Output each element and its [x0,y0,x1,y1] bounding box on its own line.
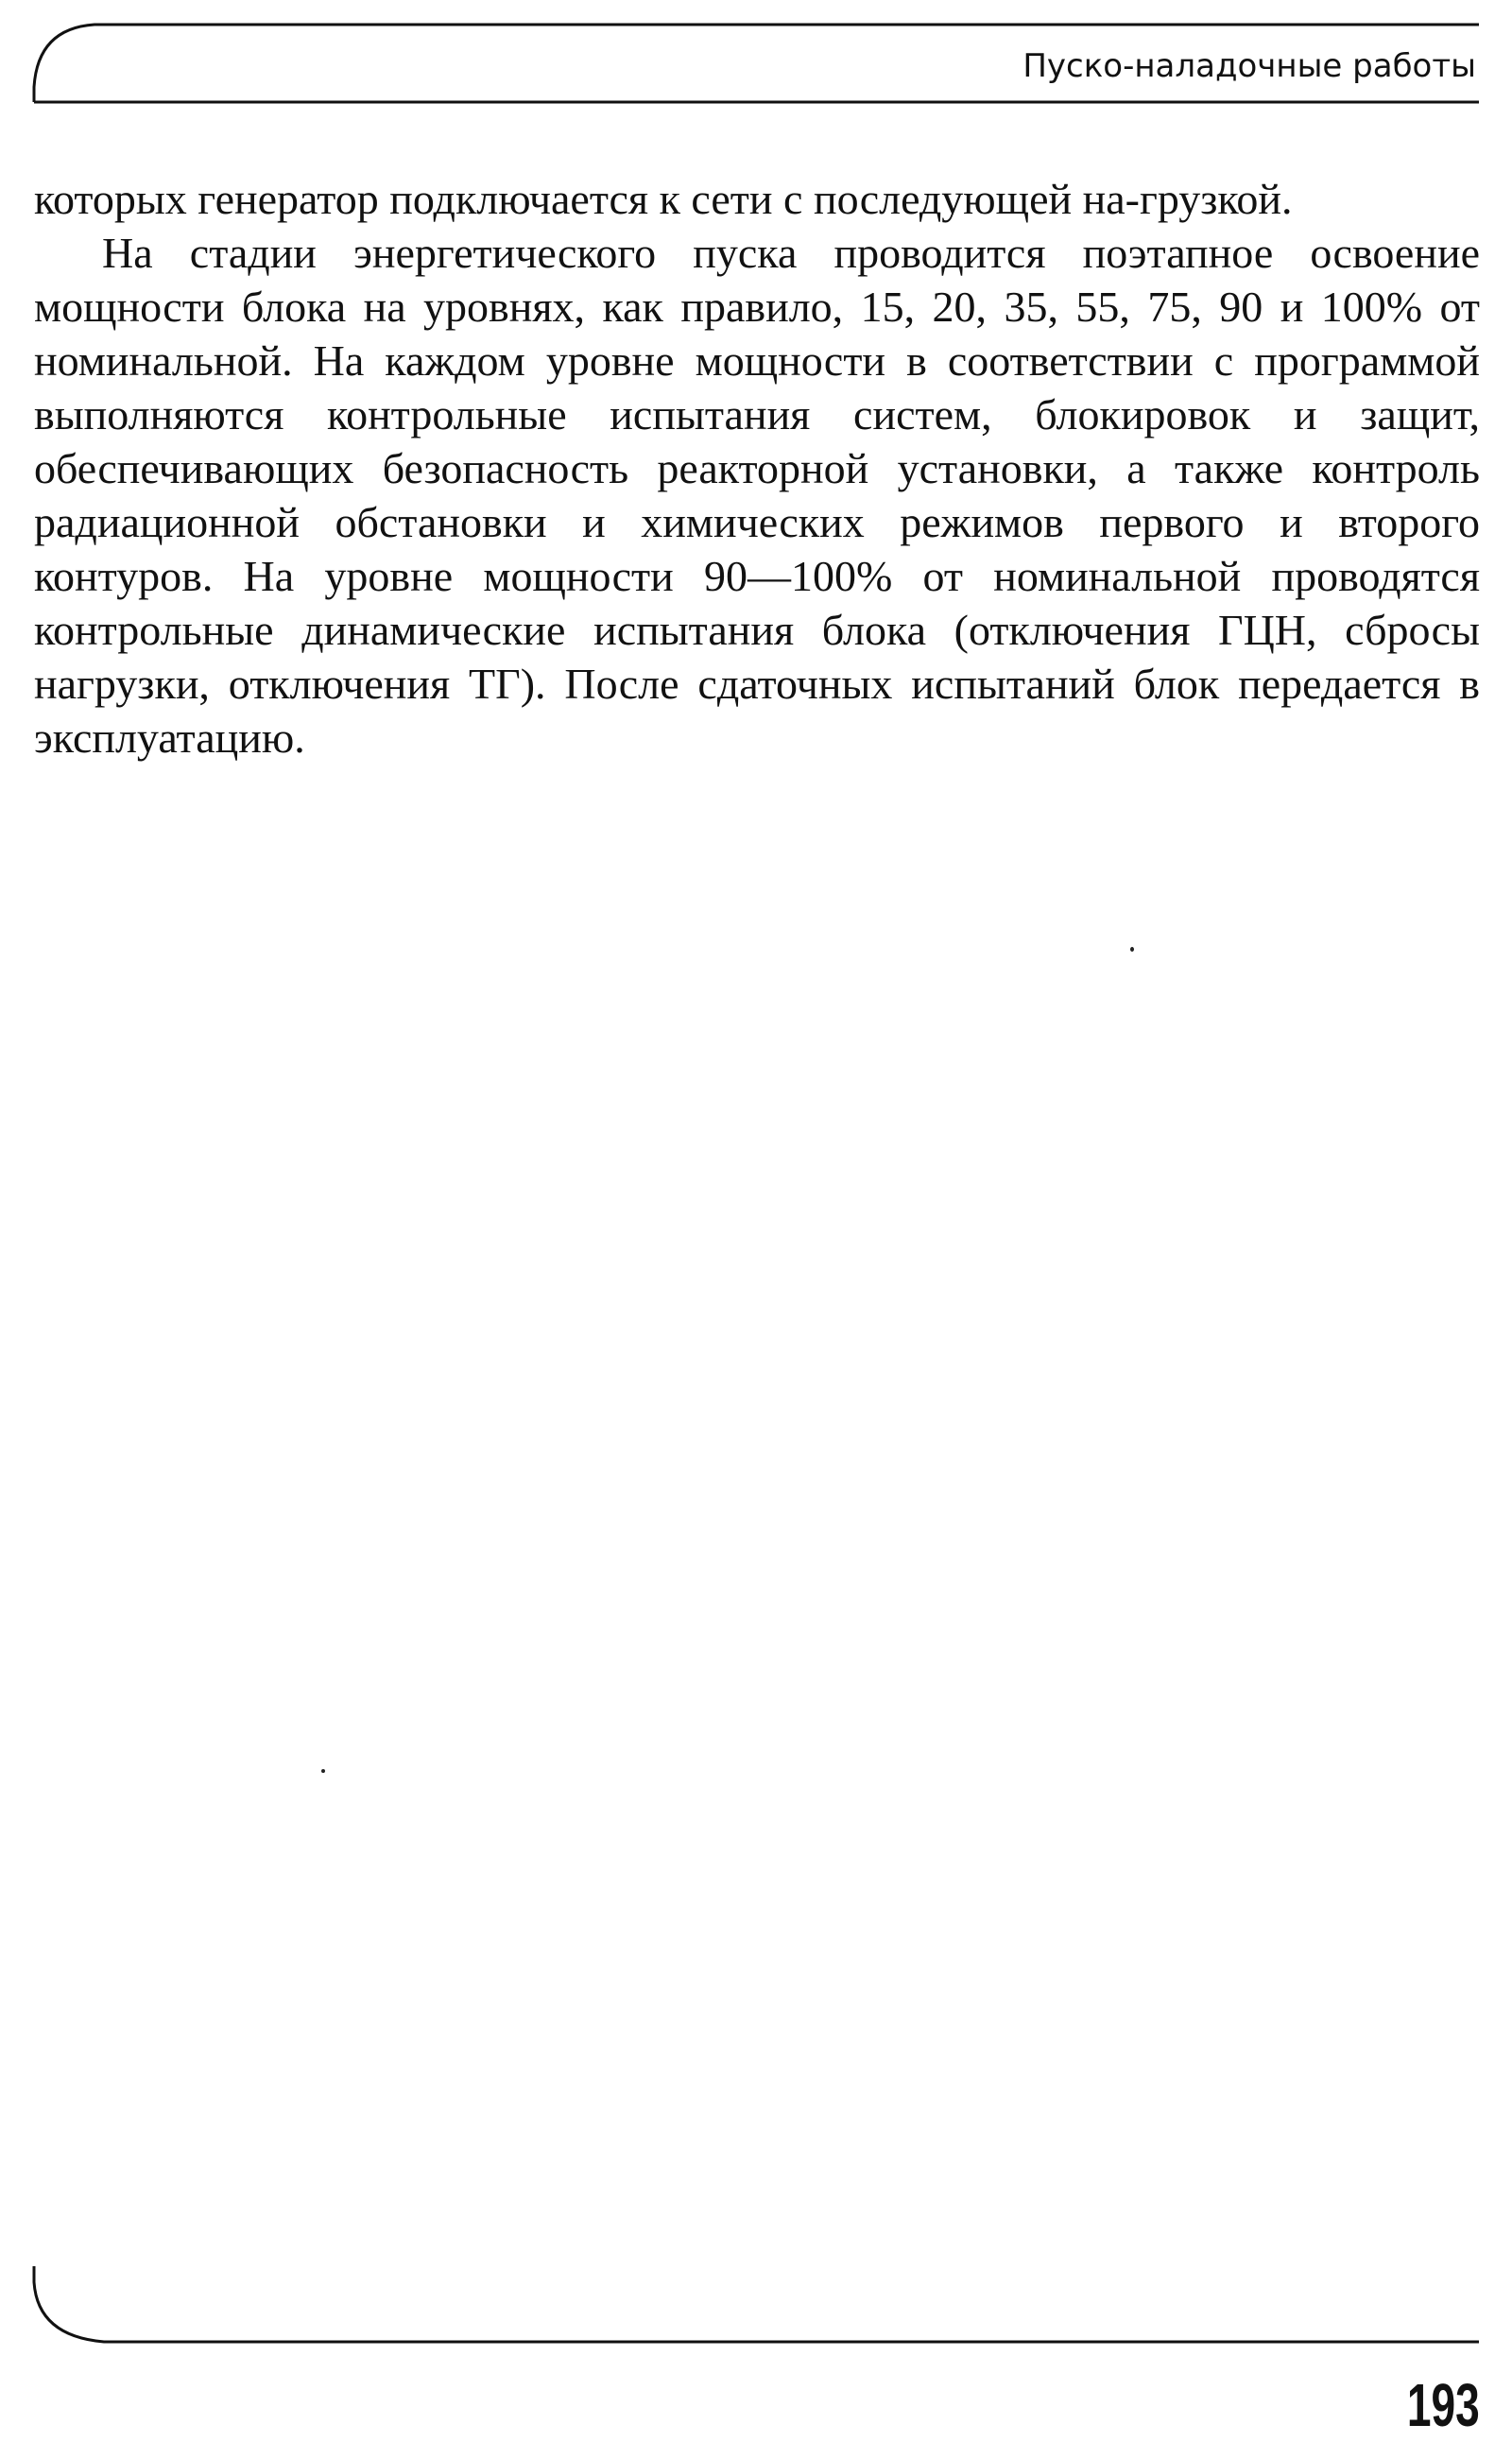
paragraph-continuation: которых генератор подключается к сети с последующей на-грузкой. [34,175,1293,223]
scan-speck [1130,947,1134,952]
running-head: Пуско-наладочные работы [1022,47,1476,85]
scan-speck [321,1769,325,1773]
footer-rule [34,2266,1479,2342]
body-text [34,172,1480,765]
paragraph-energy-start: На стадии энергетического пуска проводится поэтапное освоение мощности блока на уровнях, как правило, 15, 20, 35, 55, 75, 90 и 100% от номинальной. На каждом уровне мощности в соответствии с программой выполняются контрольные испытания систем, блокировок и защит, обеспечивающих безопасность реакторной установки, а также контроль радиационной обстановки и химических режимов первого и второго контуров. На уровне мощности 90—100% от номинальной проводятся контрольные динамические испытания блока (отключения ГЦН, сбросы нагрузки, отключения ТГ). После сдаточных испытаний блок передается в эксплуатацию. [34,229,1480,762]
page-number: 193 [1407,2371,1480,2439]
